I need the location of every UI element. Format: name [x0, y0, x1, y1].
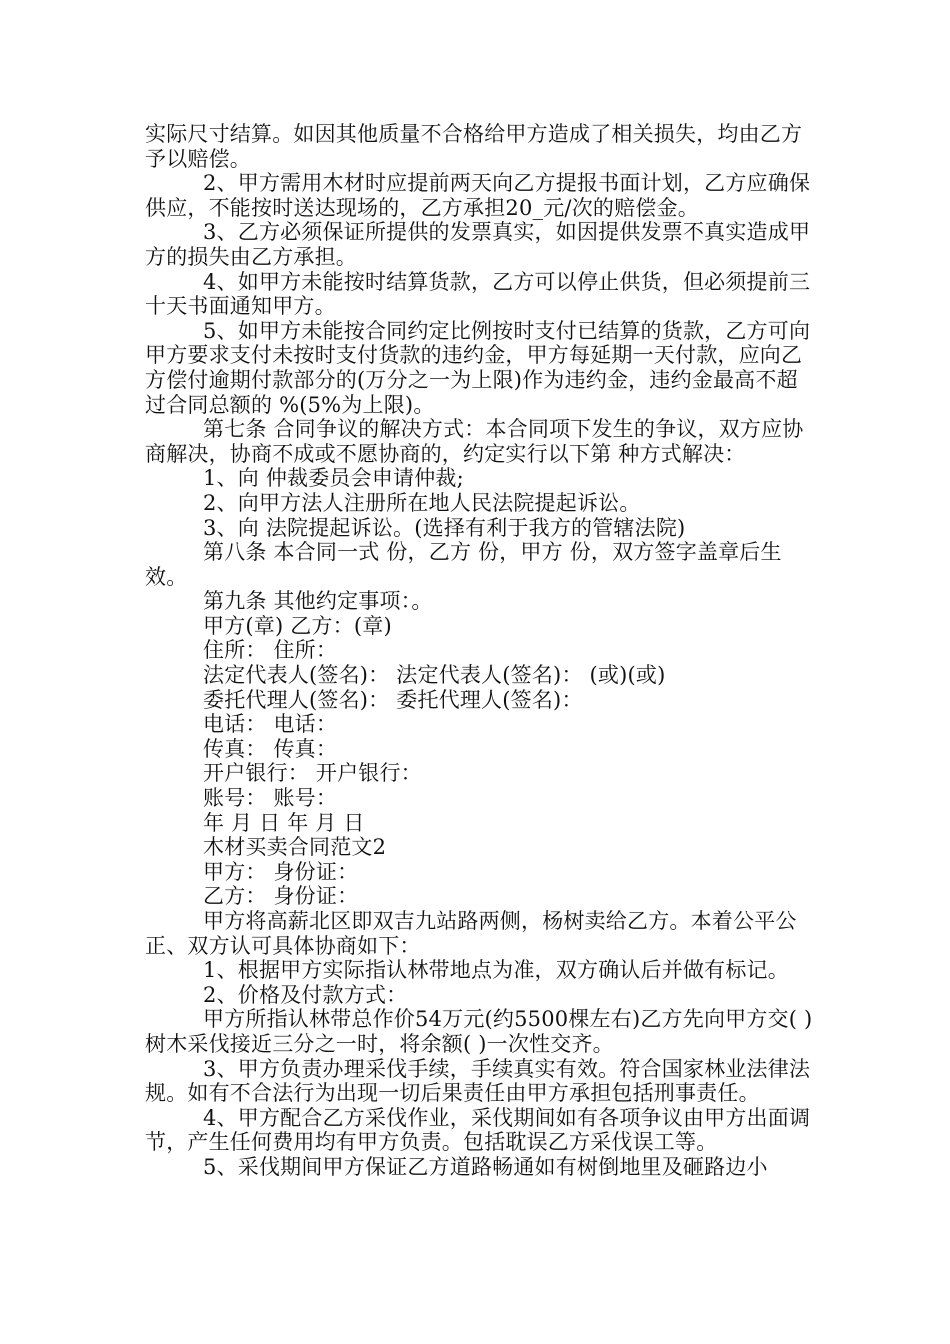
- section-heading: 木材买卖合同范文2: [203, 835, 387, 860]
- paragraph: 2、价格及付款方式：: [203, 982, 408, 1007]
- paragraph: 3、向 法院提起诉讼。(选择有利于我方的管辖法院): [203, 515, 686, 540]
- paragraph: 5、如甲方未能按合同约定比例按时支付已结算的货款，乙方可向甲方要求支付未按时支付货款的违约金，甲方每延期一天付款，应向乙方偿付逾期付款部分的(万分之一为上限)作为违约金，违约金最高不超过合同总额的 %(5%为上限)。: [145, 318, 811, 417]
- paragraph: 法定代表人(签名)： 法定代表人(签名)： (或)(或): [203, 663, 666, 688]
- paragraph: 1、向 仲裁委员会申请仲裁;: [203, 466, 464, 491]
- paragraph: 年 月 日 年 月 日: [203, 810, 365, 835]
- paragraph: 委托代理人(签名)： 委托代理人(签名)：: [203, 687, 583, 712]
- paragraph: 甲方将高薪北区即双吉九站路两侧，杨树卖给乙方。本着公平公正、双方认可具体协商如下：: [145, 909, 797, 958]
- paragraph: 传真： 传真：: [203, 736, 338, 761]
- paragraph: 账号： 账号：: [203, 786, 338, 811]
- paragraph: 3、甲方负责办理采伐手续，手续真实有效。符合国家林业法律法规。如有不合法行为出现一切后果责任由甲方承担包括刑事责任。: [145, 1056, 811, 1106]
- paragraph: 5、采伐期间甲方保证乙方道路畅通如有树倒地里及砸路边小: [203, 1154, 768, 1179]
- paragraph: 甲方所指认林带总作价54万元(约5500棵左右)乙方先向甲方交( )树木采伐接近三分之一时，将余额( )一次性交齐。: [145, 1007, 813, 1056]
- paragraph: 1、根据甲方实际指认林带地点为准，双方确认后并做有标记。: [203, 958, 789, 983]
- paragraph: 甲方(章) 乙方：(章): [203, 613, 392, 638]
- paragraph: 开户银行： 开户银行：: [203, 761, 422, 786]
- paragraph: 3、乙方必须保证所提供的发票真实，如因提供发票不真实造成甲方的损失由乙方承担。: [145, 220, 811, 269]
- paragraph: 乙方： 身份证：: [203, 884, 359, 909]
- paragraph: 电话： 电话：: [203, 712, 338, 737]
- paragraph: 第九条 其他约定事项：。: [203, 589, 433, 614]
- paragraph: 甲方： 身份证：: [203, 859, 359, 884]
- paragraph: 第七条 合同争议的解决方式：本合同项下发生的争议，双方应协商解决，协商不成或不愿协商的，约定实行以下第 种方式解决：: [145, 417, 804, 466]
- paragraph: 4、如甲方未能按时结算货款，乙方可以停止供货，但必须提前三十天书面通知甲方。: [145, 269, 811, 319]
- paragraph: 住所： 住所：: [203, 638, 338, 663]
- paragraph: 2、甲方需用木材时应提前两天向乙方提报书面计划，乙方应确保供应，不能按时送达现场的，乙方承担20_元/次的赔偿金。: [145, 171, 811, 220]
- document-body: [145, 122, 815, 1180]
- paragraph: 实际尺寸结算。如因其他质量不合格给甲方造成了相关损失，均由乙方予以赔偿。: [145, 122, 803, 171]
- paragraph: 第八条 本合同一式 份，乙方 份，甲方 份，双方签字盖章后生效。: [145, 540, 782, 589]
- paragraph: 2、向甲方法人注册所在地人民法院提起诉讼。: [203, 490, 641, 515]
- paragraph: 4、甲方配合乙方采伐作业，采伐期间如有各项争议由甲方出面调节，产生任何费用均有甲方负责。包括耽误乙方采伐误工等。: [145, 1105, 811, 1155]
